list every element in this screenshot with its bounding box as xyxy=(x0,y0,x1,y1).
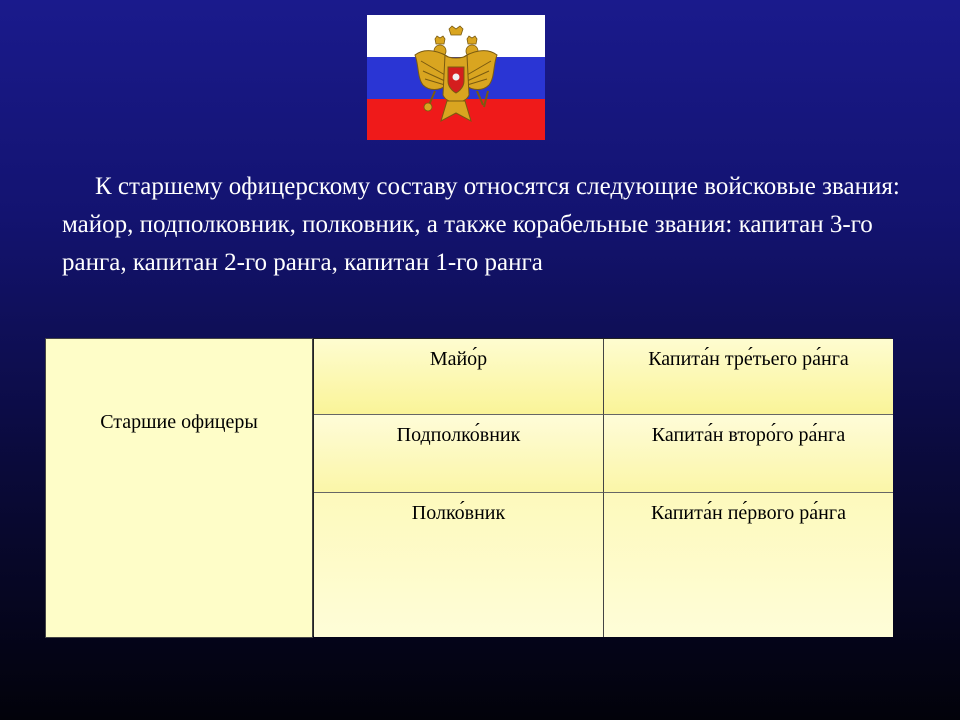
russian-flag xyxy=(367,15,545,140)
ranks-table xyxy=(313,338,892,636)
category-label: Старшие офицеры xyxy=(100,410,258,433)
intro-paragraph: К старшему офицерскому составу относятся следующие войсковые звания: майор, подполковник, полковник, а также корабельные звания: капитан 3-го ранга, капитан 2-го ранга, капитан 1-го ранга xyxy=(62,173,900,276)
navy-rank-cell: Капита́н второ́го ра́нга xyxy=(604,415,893,493)
army-rank-cell: Подполко́вник xyxy=(314,415,604,493)
double-headed-eagle-icon xyxy=(411,25,501,130)
navy-rank-cell: Капита́н пе́рвого ра́нга xyxy=(604,493,893,637)
navy-rank-cell: Капита́н тре́тьего ра́нга xyxy=(604,339,893,415)
army-rank-cell: Майо́р xyxy=(314,339,604,415)
category-cell xyxy=(45,338,313,638)
army-rank-cell: Полко́вник xyxy=(314,493,604,637)
